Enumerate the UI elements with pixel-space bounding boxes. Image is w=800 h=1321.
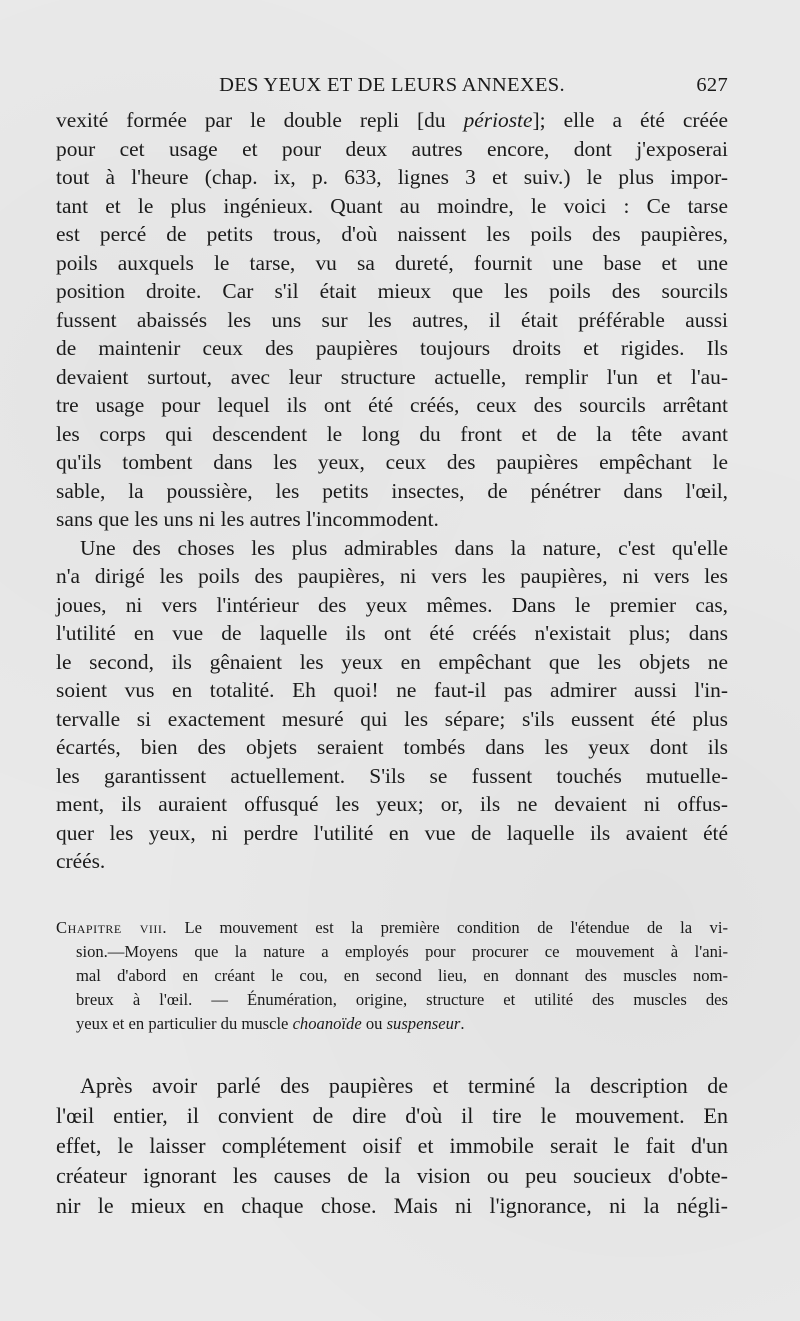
text-line: l'utilité en vue de laquelle ils ont été créés n'existait plus; dans	[56, 621, 728, 645]
text-line: soient vus en totalité. Eh quoi! ne faut-il pas admirer aussi l'in-	[56, 678, 728, 702]
text-line: quer les yeux, ni perdre l'utilité en vue de laquelle ils avaient été	[56, 820, 728, 845]
summary-line: yeux et en particulier du muscle choanoïde ou suspenseur.	[76, 1014, 465, 1034]
text-line: ment, ils auraient offusqué les yeux; or, ils ne devaient ni offus-	[56, 792, 728, 816]
text-line: créateur ignorant les causes de la vision ou peu soucieux d'obte-	[56, 1163, 728, 1189]
text-line: qu'ils tombent dans les yeux, ceux des paupières empêchant le	[56, 450, 728, 474]
running-head-title: DES YEUX ET DE LEURS ANNEXES.	[219, 74, 565, 96]
text-line: les corps qui descendent le long du front et de la tête avant	[56, 421, 728, 446]
text-line: tant et le plus ingénieux. Quant au moindre, le voici : Ce tarse	[56, 193, 728, 218]
text-line: est percé de petits trous, d'où naissent les poils des paupières,	[56, 222, 728, 246]
italic-term: suspenseur	[386, 1014, 461, 1034]
text-line: écartés, bien des objets seraient tombés dans les yeux dont ils	[56, 735, 728, 759]
text-line: tout à l'heure (chap. ix, p. 633, lignes 3 et suiv.) le plus impor-	[56, 165, 728, 189]
text-line: fussent abaissés les uns sur les autres, il était préférable aussi	[56, 307, 728, 332]
text-line: sable, la poussière, les petits insectes, de pénétrer dans l'œil,	[56, 478, 728, 503]
text-line: pour cet usage et pour deux autres encore, dont j'exposerai	[56, 136, 728, 161]
italic-term: choanoïde	[292, 1014, 362, 1034]
book-page	[56, 70, 728, 1300]
text-line: Une des choses les plus admirables dans la nature, c'est qu'elle	[80, 535, 728, 560]
summary-line: Chapitre viii. Le mouvement est la première condition de l'étendue de la vi-	[56, 917, 728, 937]
paragraph-3	[56, 1071, 728, 1222]
text-line: effet, le laisser complétement oisif et immobile serait le fait d'un	[56, 1132, 728, 1158]
paragraph-1	[56, 106, 728, 534]
text-line: Après avoir parlé des paupières et terminé la description de	[80, 1072, 728, 1098]
chapter-summary	[56, 916, 728, 1037]
running-head	[56, 70, 728, 104]
italic-term: périoste	[463, 108, 533, 132]
page-number: 627	[696, 74, 728, 96]
summary-line: mal d'abord en créant le cou, en second lieu, en donnant des muscles nom-	[76, 965, 728, 985]
text-line: poils auxquels le tarse, vu sa dureté, fournit une base et une	[56, 250, 728, 275]
text-line: devaient surtout, avec leur structure actuelle, remplir l'un et l'au-	[56, 364, 728, 389]
text-line: le second, ils gênaient les yeux en empêchant que les objets ne	[56, 649, 728, 674]
chapter-label: Chapitre viii.	[56, 917, 168, 937]
text-line: position droite. Car s'il était mieux que les poils des sourcils	[56, 279, 728, 303]
text-line: joues, ni vers l'intérieur des yeux mêmes. Dans le premier cas,	[56, 592, 728, 617]
text-line: créés.	[56, 849, 106, 873]
text-line: tervalle si exactement mesuré qui les sépare; s'ils eussent été plus	[56, 706, 728, 731]
text-line: sans que les uns ni les autres l'incommodent.	[56, 507, 439, 531]
text-line: tre usage pour lequel ils ont été créés, ceux des sourcils arrêtant	[56, 393, 728, 417]
text-line: les garantissent actuellement. S'ils se fussent touchés mutuelle-	[56, 763, 728, 788]
text-line: vexité formée par le double repli [du périoste]; elle a été créée	[56, 108, 728, 132]
summary-line: breux à l'œil. — Énumération, origine, structure et utilité des muscles des	[76, 990, 728, 1010]
text-line: n'a dirigé les poils des paupières, ni vers les paupières, ni vers les	[56, 564, 728, 588]
text-line: de maintenir ceux des paupières toujours droits et rigides. Ils	[56, 336, 728, 360]
paragraph-2	[56, 534, 728, 876]
text-line: l'œil entier, il convient de dire d'où il tire le mouvement. En	[56, 1102, 728, 1128]
text-line: nir le mieux en chaque chose. Mais ni l'ignorance, ni la négli-	[56, 1193, 728, 1219]
summary-line: sion.—Moyens que la nature a employés pour procurer ce mouvement à l'ani-	[76, 941, 728, 961]
